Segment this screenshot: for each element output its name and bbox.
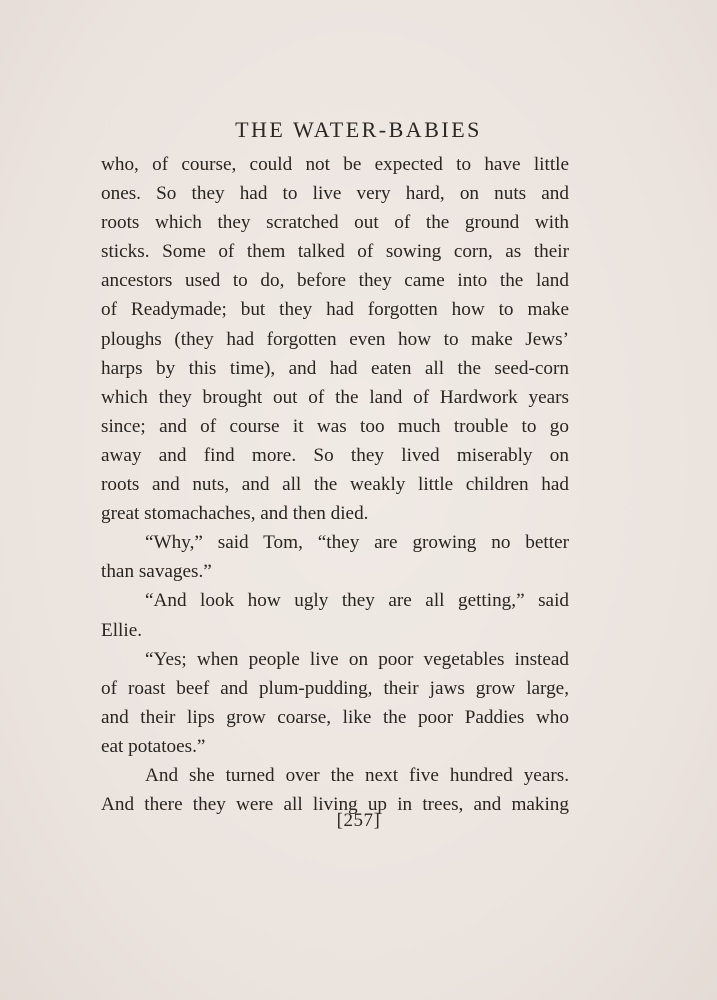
text-line: ones. So they had to live very hard, on nuts and [101, 183, 569, 205]
text-line: And there they were all living up in trees, and making [101, 794, 569, 816]
text-line: roots which they scratched out of the ground with [101, 212, 569, 234]
running-head: THE WATER-BABIES [235, 117, 482, 142]
text-line: ancestors used to do, before they came into the land [101, 270, 569, 292]
body-text [101, 150, 569, 819]
text-line: harps by this time), and had eaten all the seed-corn [101, 357, 569, 379]
text-line: of Readymade; but they had forgotten how to make [101, 299, 569, 321]
text-line: Ellie. [101, 619, 143, 641]
text-line: “Yes; when people live on poor vegetables instead [145, 648, 569, 670]
text-line: eat potatoes.” [101, 735, 206, 757]
text-line: away and find more. So they lived miserably on [101, 444, 569, 466]
text-line: and their lips grow coarse, like the poor Paddies who [101, 706, 569, 728]
text-line: which they brought out of the land of Hardwork years [101, 386, 569, 408]
text-line: of roast beef and plum-pudding, their jaws grow large, [101, 677, 569, 699]
text-line: roots and nuts, and all the weakly little children had [101, 474, 569, 496]
text-line: since; and of course it was too much trouble to go [101, 415, 569, 437]
text-line: who, of course, could not be expected to have little [101, 154, 569, 175]
text-line: than savages.” [101, 561, 212, 583]
text-line: “Why,” said Tom, “they are growing no better [145, 532, 569, 554]
text-line: “And look how ugly they are all getting,” said [145, 590, 569, 612]
text-line: And she turned over the next five hundred years. [145, 764, 569, 786]
text-line: great stomachaches, and then died. [101, 503, 369, 525]
text-line: sticks. Some of them talked of sowing corn, as their [101, 241, 569, 263]
page-number: [257] [336, 810, 381, 831]
text-line: ploughs (they had forgotten even how to make Jews’ [101, 328, 569, 350]
